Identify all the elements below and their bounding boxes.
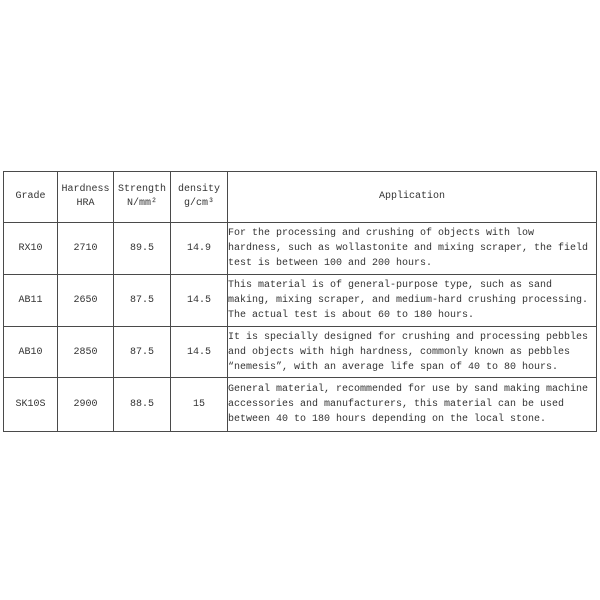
col-header-density <box>171 172 228 223</box>
density-cell: 14.5 <box>171 327 228 378</box>
hardness-cell: 2710 <box>58 223 114 275</box>
application-text-line: making, mixing scraper, and medium-hard crushing processing. <box>228 295 589 306</box>
col-header-grade-label: Grade <box>15 191 46 202</box>
strength-cell: 88.5 <box>114 378 171 432</box>
col-header-strength-line2: N/mm² <box>126 198 157 209</box>
application-text-line: It is specially designed for crushing and processing pebbles <box>228 331 589 343</box>
col-header-grade <box>4 172 58 223</box>
col-header-density-line2: g/cm³ <box>183 198 214 209</box>
col-header-hardness <box>58 172 114 223</box>
col-header-hardness-line2: HRA <box>76 198 95 209</box>
hardness-cell: 2650 <box>58 275 114 327</box>
strength-cell: 87.5 <box>114 327 171 378</box>
application-cell <box>228 223 597 275</box>
density-cell: 14.5 <box>171 275 228 327</box>
density-cell: 14.9 <box>171 223 228 275</box>
material-spec-table <box>3 171 597 432</box>
col-header-hardness-line1: Hardness <box>61 184 110 195</box>
grade-cell: SK10S <box>4 378 58 432</box>
table-row <box>4 327 597 378</box>
hardness-cell: 2900 <box>58 378 114 432</box>
application-cell <box>228 275 597 327</box>
application-text-line: accessories and manufacturers, this material can be used <box>228 399 565 410</box>
application-text-line: General material, recommended for use by sand making machine <box>228 384 589 395</box>
strength-cell: 89.5 <box>114 223 171 275</box>
application-text-line: “nemesis”, with an average life span of 40 to 80 hours. <box>228 361 559 373</box>
col-header-density-line1: density <box>177 184 220 195</box>
application-text-line: The actual test is about 60 to 180 hours. <box>228 310 475 321</box>
application-text-line: and objects with high hardness, commonly known as pebbles <box>228 346 571 358</box>
application-text-line: between 40 to 180 hours depending on the local stone. <box>228 414 547 425</box>
table-header-row <box>4 172 597 223</box>
table-row <box>4 378 597 432</box>
grade-cell: RX10 <box>4 223 58 275</box>
application-cell <box>228 327 597 378</box>
col-header-application-label: Application <box>378 191 445 202</box>
application-text-line: test is between 100 and 200 hours. <box>228 258 433 269</box>
col-header-strength-line1: Strength <box>117 184 166 195</box>
grade-cell: AB11 <box>4 275 58 327</box>
grade-cell: AB10 <box>4 327 58 378</box>
density-cell: 15 <box>171 378 228 432</box>
application-text-line: For the processing and crushing of objects with low <box>228 228 535 239</box>
strength-cell: 87.5 <box>114 275 171 327</box>
table-row <box>4 223 597 275</box>
application-text-line: This material is of general-purpose type, such as sand <box>228 280 553 291</box>
table-row <box>4 275 597 327</box>
application-text-line: hardness, such as wollastonite and mixing scraper, the field <box>228 243 589 254</box>
col-header-application <box>228 172 597 223</box>
application-cell <box>228 378 597 432</box>
hardness-cell: 2850 <box>58 327 114 378</box>
col-header-strength <box>114 172 171 223</box>
